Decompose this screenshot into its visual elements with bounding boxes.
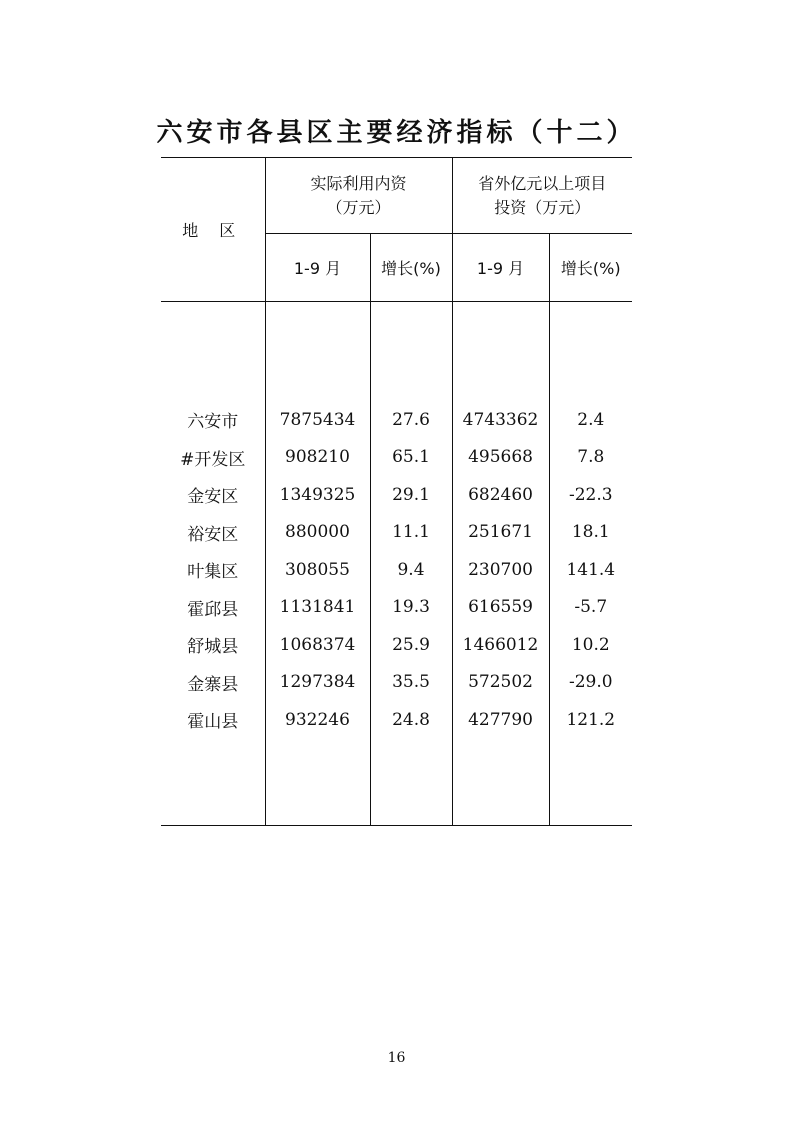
external-project-header bbox=[452, 158, 632, 234]
domestic-capital-growth: 29.1 bbox=[370, 476, 452, 514]
region-cell: 舒城县 bbox=[187, 637, 239, 658]
table-row bbox=[161, 551, 632, 589]
subheader-period-2: 1-9 月 bbox=[452, 234, 549, 302]
external-project-value: 251671 bbox=[452, 514, 549, 552]
domestic-capital-value: 1131841 bbox=[265, 589, 370, 627]
domestic-capital-value: 1068374 bbox=[265, 626, 370, 664]
table-row bbox=[161, 589, 632, 627]
external-project-value: 495668 bbox=[452, 439, 549, 477]
external-project-value: 230700 bbox=[452, 551, 549, 589]
region-column-header: 地 区 bbox=[161, 158, 265, 302]
region-cell: #开发区 bbox=[180, 449, 246, 470]
economic-indicators-table bbox=[161, 157, 632, 826]
region-cell: 叶集区 bbox=[187, 562, 239, 583]
external-project-value: 1466012 bbox=[452, 626, 549, 664]
domestic-capital-growth: 35.5 bbox=[370, 664, 452, 702]
subheader-growth-1: 增长(%) bbox=[370, 234, 452, 302]
domestic-capital-value: 1349325 bbox=[265, 476, 370, 514]
external-project-value: 572502 bbox=[452, 664, 549, 702]
external-project-growth: 7.8 bbox=[549, 439, 632, 477]
domestic-capital-value: 7875434 bbox=[265, 401, 370, 439]
domestic-capital-value: 908210 bbox=[265, 439, 370, 477]
external-project-growth: 141.4 bbox=[549, 551, 632, 589]
table-row bbox=[161, 401, 632, 439]
region-cell: 六安市 bbox=[187, 412, 239, 433]
subheader-growth-2: 增长(%) bbox=[549, 234, 632, 302]
external-project-value: 616559 bbox=[452, 589, 549, 627]
table-row bbox=[161, 701, 632, 739]
domestic-capital-value: 1297384 bbox=[265, 664, 370, 702]
external-project-header-line2: 投资（万元） bbox=[494, 197, 591, 217]
region-cell: 金寨县 bbox=[187, 674, 239, 695]
external-project-growth: 121.2 bbox=[549, 701, 632, 739]
domestic-capital-growth: 19.3 bbox=[370, 589, 452, 627]
subheader-period-1: 1-9 月 bbox=[265, 234, 370, 302]
region-cell: 霍邱县 bbox=[187, 599, 239, 620]
external-project-growth: -22.3 bbox=[549, 476, 632, 514]
domestic-capital-value: 880000 bbox=[265, 514, 370, 552]
domestic-capital-header-line2: （万元） bbox=[326, 197, 391, 217]
region-cell: 裕安区 bbox=[187, 524, 239, 545]
external-project-growth: -29.0 bbox=[549, 664, 632, 702]
domestic-capital-growth: 9.4 bbox=[370, 551, 452, 589]
region-cell: 霍山县 bbox=[187, 712, 239, 733]
domestic-capital-growth: 11.1 bbox=[370, 514, 452, 552]
table-row bbox=[161, 476, 632, 514]
external-project-header-line1: 省外亿元以上项目 bbox=[478, 173, 607, 193]
page-title: 六安市各县区主要经济指标（十二） bbox=[156, 118, 637, 148]
domestic-capital-header-line1: 实际利用内资 bbox=[310, 173, 407, 193]
table-row bbox=[161, 514, 632, 552]
external-project-value: 4743362 bbox=[452, 401, 549, 439]
page-number: 16 bbox=[387, 1050, 406, 1066]
spacer-row bbox=[161, 302, 632, 402]
table-row bbox=[161, 439, 632, 477]
external-project-growth: 18.1 bbox=[549, 514, 632, 552]
region-cell: 金安区 bbox=[187, 487, 239, 508]
spacer-row bbox=[161, 739, 632, 826]
table-row bbox=[161, 626, 632, 664]
external-project-growth: 2.4 bbox=[549, 401, 632, 439]
external-project-value: 682460 bbox=[452, 476, 549, 514]
external-project-growth: -5.7 bbox=[549, 589, 632, 627]
external-project-value: 427790 bbox=[452, 701, 549, 739]
external-project-growth: 10.2 bbox=[549, 626, 632, 664]
domestic-capital-growth: 27.6 bbox=[370, 401, 452, 439]
table-row bbox=[161, 664, 632, 702]
domestic-capital-value: 932246 bbox=[265, 701, 370, 739]
domestic-capital-growth: 25.9 bbox=[370, 626, 452, 664]
domestic-capital-growth: 65.1 bbox=[370, 439, 452, 477]
domestic-capital-value: 308055 bbox=[265, 551, 370, 589]
domestic-capital-growth: 24.8 bbox=[370, 701, 452, 739]
domestic-capital-header bbox=[265, 158, 452, 234]
